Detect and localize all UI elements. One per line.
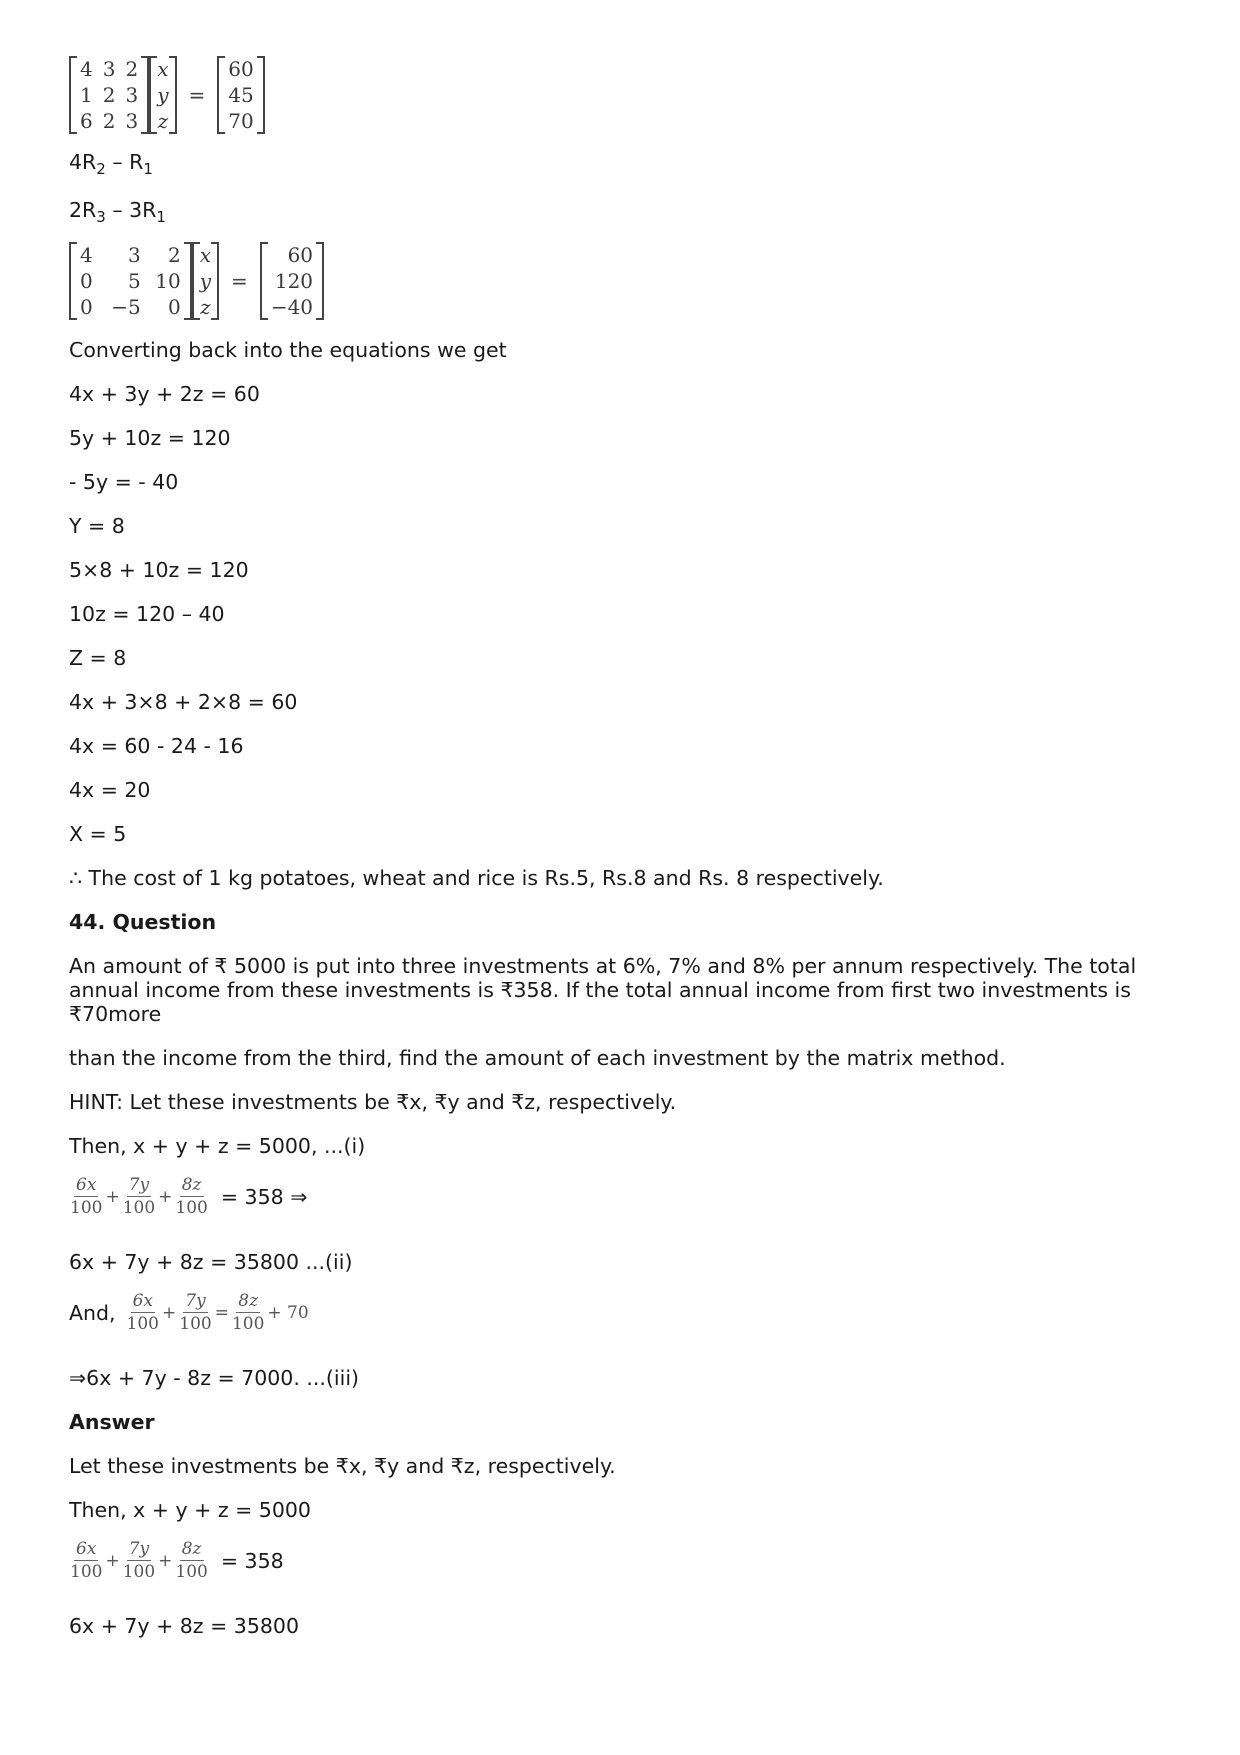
fraction: $\frac{8z}{100}$ (175, 1175, 208, 1218)
matrix-cell: 5 (128, 269, 141, 293)
vector-cell: x (199, 243, 212, 267)
equation-line: 4x + 3y + 2z = 60 (69, 382, 260, 406)
fraction: $\frac{7y}{100}$ (122, 1539, 156, 1582)
equation-line: X = 5 (69, 822, 127, 846)
fraction: $\frac{6x}{100}$ (70, 1175, 103, 1218)
fraction-equation (69, 1538, 284, 1583)
fraction: $\frac{8z}{100}$ (175, 1539, 208, 1582)
question-heading: 44. Question (69, 910, 217, 934)
vector-cell: y (157, 83, 169, 107)
vector-cell: y (199, 269, 212, 293)
vector-cell: 60 (287, 243, 314, 267)
fraction: $\frac{7y}{100}$ (179, 1291, 212, 1334)
equation-line: 10z = 120 – 40 (69, 602, 225, 626)
plus-sign: + (105, 1550, 120, 1571)
row-operation-2: $2R_3 - 3R_1$ (69, 198, 166, 226)
matrix-cell: 3 (102, 57, 116, 81)
equation-line: Y = 8 (69, 514, 125, 538)
fraction-equation (69, 1174, 307, 1219)
matrix-cell: −5 (111, 295, 141, 319)
variable-vector-1 (149, 56, 176, 134)
matrix-cell: 3 (125, 83, 139, 107)
plus-70: + 70 (267, 1302, 309, 1323)
equals-sign: = (188, 83, 206, 107)
fraction: $\frac{7y}{100}$ (122, 1175, 156, 1218)
vector-cell: 120 (274, 269, 314, 293)
variable-vector-2 (192, 242, 219, 320)
equation-line: ⇒6x + 7y - 8z = 7000. ...(iii) (69, 1366, 360, 1390)
vector-cell: 45 (228, 83, 254, 107)
plus-sign: + (158, 1550, 173, 1571)
fraction: $\frac{6x}{100}$ (126, 1291, 159, 1334)
matrix-cell: 10 (155, 269, 181, 293)
matrix-cell: 1 (80, 83, 93, 107)
matrix-cell: 2 (168, 243, 181, 267)
equation-line: 4x + 3×8 + 2×8 = 60 (69, 690, 298, 714)
constant-vector-1 (217, 56, 264, 134)
text-line: Converting back into the equations we get (69, 338, 507, 362)
fraction-equation (69, 1290, 311, 1335)
vector-cell: z (200, 295, 211, 319)
equation-rhs: = 358 ⇒ (220, 1184, 308, 1209)
plus-sign: + (162, 1302, 177, 1323)
fraction-sum (69, 1538, 209, 1583)
plus-sign: + (158, 1186, 173, 1207)
hint-line: HINT: Let these investments be ₹x, ₹y and ₹z, respectively. (69, 1090, 677, 1114)
conclusion-line: ∴ The cost of 1 kg potatoes, wheat and rice is Rs.5, Rs.8 and Rs. 8 respectively. (69, 866, 884, 890)
text-line: Let these investments be ₹x, ₹y and ₹z, respectively. (69, 1454, 616, 1478)
matrix-cell: 6 (80, 109, 93, 133)
matrix-cell: 3 (125, 109, 139, 133)
fraction: $\frac{6x}{100}$ (70, 1539, 103, 1582)
fraction: $\frac{8z}{100}$ (231, 1291, 265, 1334)
matrix-cell: 2 (102, 83, 116, 107)
matrix-equation-2 (69, 242, 324, 320)
question-text: An amount of ₹ 5000 is put into three investments at 6%, 7% and 8% per annum respectively. The total annual income from these investments is ₹358. If the total annual income from first two investments is ₹70more (69, 954, 1137, 1026)
vector-cell: z (157, 109, 169, 133)
matrix-cell: 2 (102, 109, 116, 133)
vector-cell: x (157, 57, 169, 81)
matrix-cell: 3 (128, 243, 141, 267)
equation-rhs: = 358 (220, 1548, 284, 1573)
matrix-equation-1 (69, 56, 265, 134)
equation-line: Then, x + y + z = 5000 (69, 1498, 311, 1522)
equals-sign: = (214, 1302, 229, 1323)
matrix-cell: 4 (80, 57, 93, 81)
equation-line: 6x + 7y + 8z = 35800 ...(ii) (69, 1250, 353, 1274)
equation-line: Then, x + y + z = 5000, ...(i) (69, 1134, 366, 1158)
equation-line: 4x = 60 - 24 - 16 (69, 734, 244, 758)
matrix-cell: 4 (80, 243, 93, 267)
row-operation-1: $4R_2 - R_1$ (69, 150, 153, 178)
and-label: And, (69, 1300, 116, 1325)
matrix-cell: 0 (168, 295, 181, 319)
equals-sign: = (231, 269, 248, 293)
equation-line: 4x = 20 (69, 778, 151, 802)
vector-cell: 60 (228, 57, 254, 81)
matrix-cell: 0 (80, 269, 93, 293)
fraction-sum (126, 1290, 311, 1335)
equation-line: 5×8 + 10z = 120 (69, 558, 249, 582)
equation-line: 6x + 7y + 8z = 35800 (69, 1614, 299, 1638)
constant-vector-2 (260, 242, 324, 320)
fraction-sum (69, 1174, 209, 1219)
equation-line: Z = 8 (69, 646, 127, 670)
coefficient-matrix-2 (69, 242, 192, 320)
matrix-cell: 0 (80, 295, 93, 319)
question-text-continued: than the income from the third, find the amount of each investment by the matrix method. (69, 1046, 1006, 1070)
plus-sign: + (105, 1186, 120, 1207)
coefficient-matrix-1 (69, 56, 149, 134)
vector-cell: −40 (270, 295, 314, 319)
matrix-cell: 2 (125, 57, 139, 81)
vector-cell: 70 (228, 109, 254, 133)
answer-heading: Answer (69, 1410, 155, 1434)
equation-line: 5y + 10z = 120 (69, 426, 231, 450)
equation-line: - 5y = - 40 (69, 470, 179, 494)
